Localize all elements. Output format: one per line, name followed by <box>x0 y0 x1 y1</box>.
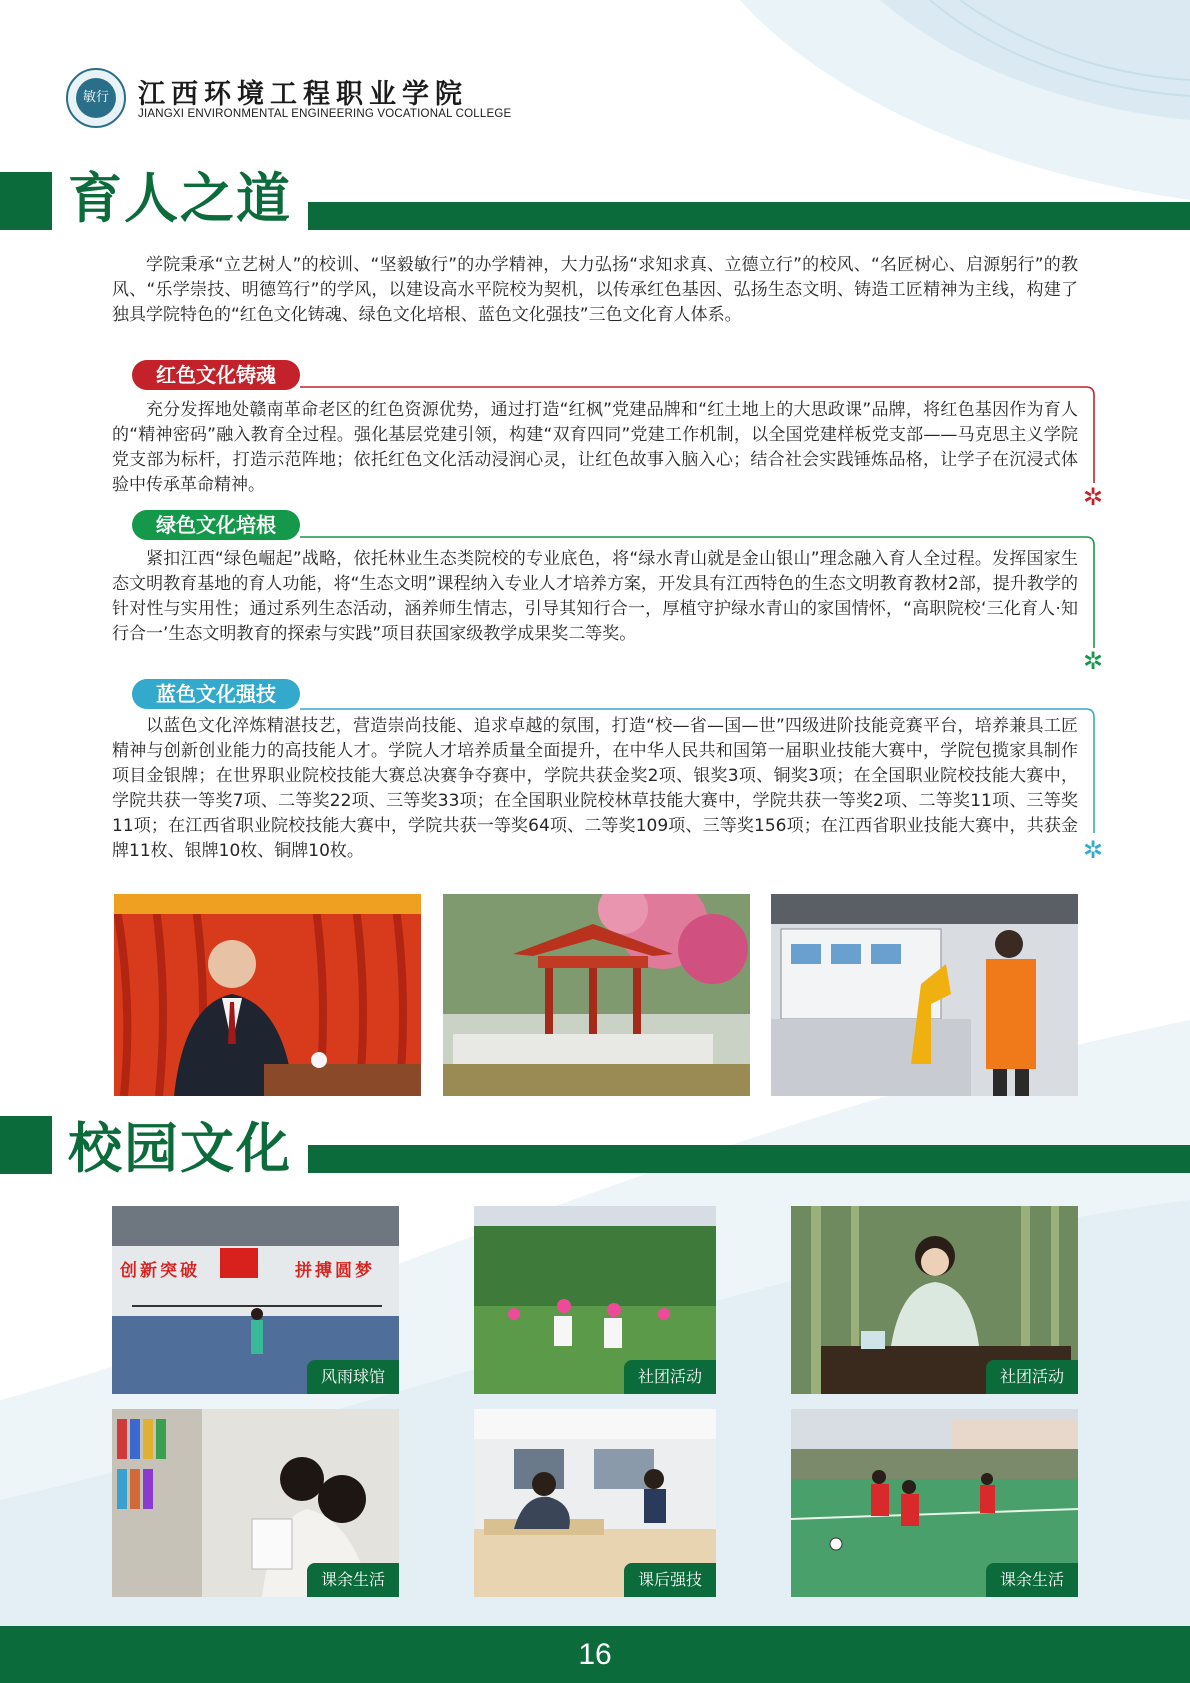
page-footer <box>0 1626 1190 1683</box>
section-title-campus-culture: 校园文化 <box>68 1117 292 1180</box>
red-culture-paragraph: 充分发挥地处赣南革命老区的红色资源优势，通过打造“红枫”党建品牌和“红土地上的大思政课”品牌，将红色基因作为育人的“精神密码”融入教育全过程。强化基层党建引领，构建“双育四同”党建工作机制，以全国党建样板党支部——马克思主义学院党支部为标杆，打造示范阵地；依托红色文化活动浸润心灵，让红色故事入脑入心；结合社会实践锤炼品格，让学子在沉浸式体验中传承革命精神。 <box>112 400 1078 495</box>
section-heading-bar <box>308 1145 1190 1173</box>
caption-after-class-skills: 课后强技 <box>624 1563 716 1597</box>
blue-culture-paragraph: 以蓝色文化淬炼精湛技艺，营造崇尚技能、追求卓越的氛围，打造“校—省—国—世”四级进阶技能竞赛平台，培养兼具工匠精神与创新创业能力的高技能人才。学院人才培养质量全面提升，在中华人民共和国第一届职业技能大赛中，学院包揽家具制作项目金银牌；在世界职业院校技能大赛总决赛争夺赛中，学院共获金奖2项、银奖3项、铜奖3项；在全国职业院校技能大赛中，学院共获一等奖7项、二等奖22项、三等奖33项；在全国职业院校林草技能大赛中，学院共获一等奖2项、二等奖11项、三等奖11项；在江西省职业院校技能大赛中，学院共获一等奖64项、二等奖109项、三等奖156项；在江西省职业技能大赛中，共获金牌11枚、银牌10枚、铜牌10枚。 <box>112 716 1078 861</box>
green-culture-label: 绿色文化培根 <box>132 510 300 540</box>
blue-star-icon: ✲ <box>1083 836 1104 864</box>
caption-sports-hall: 风雨球馆 <box>307 1360 399 1394</box>
green-culture-paragraph: 紧扣江西“绿色崛起”战略，依托林业生态类院校的专业底色，将“绿水青山就是金山银山”理念融入育人全过程。发挥国家生态文明教育基地的育人功能，将“生态文明”课程纳入专业人才培养方案，开发具有江西特色的生态文明教育教材2部，提升教学的针对性与实用性；通过系列生态活动，涵养师生情志，引导其知行合一，厚植守护绿水青山的家国情怀，“高职院校‘三化育人·知行合一’生态文明教育的探索与实践”项目获国家级教学成果奖二等奖。 <box>112 549 1078 644</box>
caption-after-class-life-2: 课余生活 <box>986 1563 1078 1597</box>
college-seal-text: 敏行 <box>76 78 116 118</box>
photo-sports-hall <box>112 1206 399 1394</box>
section-heading-block <box>0 1116 52 1174</box>
caption-after-class-life-1: 课余生活 <box>307 1563 399 1597</box>
photo-speaker-podium <box>114 894 421 1096</box>
sports-banner-right: 拼搏圆梦 <box>295 1261 375 1281</box>
college-name-en: JIANGXI ENVIRONMENTAL ENGINEERING VOCATIONAL COLLEGE <box>138 108 512 120</box>
college-seal <box>66 68 126 128</box>
photo-woodwork-training <box>474 1409 716 1597</box>
green-star-icon: ✲ <box>1083 647 1104 675</box>
caption-club-activity-2: 社团活动 <box>986 1360 1078 1394</box>
photo-robot-lab <box>771 894 1078 1096</box>
college-logo <box>66 66 512 132</box>
red-star-icon: ✲ <box>1083 483 1104 511</box>
caption-club-activity-1: 社团活动 <box>624 1360 716 1394</box>
college-name-cn: 江西环境工程职业学院 <box>138 79 468 110</box>
section-title-education: 育人之道 <box>68 167 292 230</box>
blue-culture-label: 蓝色文化强技 <box>132 679 300 709</box>
photo-cheerleading <box>474 1206 716 1394</box>
intro-paragraph: 学院秉承“立艺树人”的校训、“坚毅敏行”的办学精神，大力弘扬“求知求真、立德立行”的校风、“名匠树心、启源躬行”的教风、“乐学崇技、明德笃行”的学风，以建设高水平院校为契机，以传承红色基因、弘扬生态文明、铸造工匠精神为主线，构建了独具学院特色的“红色文化铸魂、绿色文化培根、蓝色文化强技”三色文化育人体系。 <box>112 255 1078 325</box>
photo-tea-ceremony <box>791 1206 1078 1394</box>
section-heading-block <box>0 172 52 230</box>
photo-football <box>791 1409 1078 1597</box>
photo-library <box>112 1409 399 1597</box>
section-heading-bar <box>308 202 1190 230</box>
photo-red-pavilion <box>443 894 750 1096</box>
sports-banner-left: 创新突破 <box>120 1261 200 1281</box>
page-number: 16 <box>578 1638 612 1671</box>
red-culture-label: 红色文化铸魂 <box>132 360 300 390</box>
